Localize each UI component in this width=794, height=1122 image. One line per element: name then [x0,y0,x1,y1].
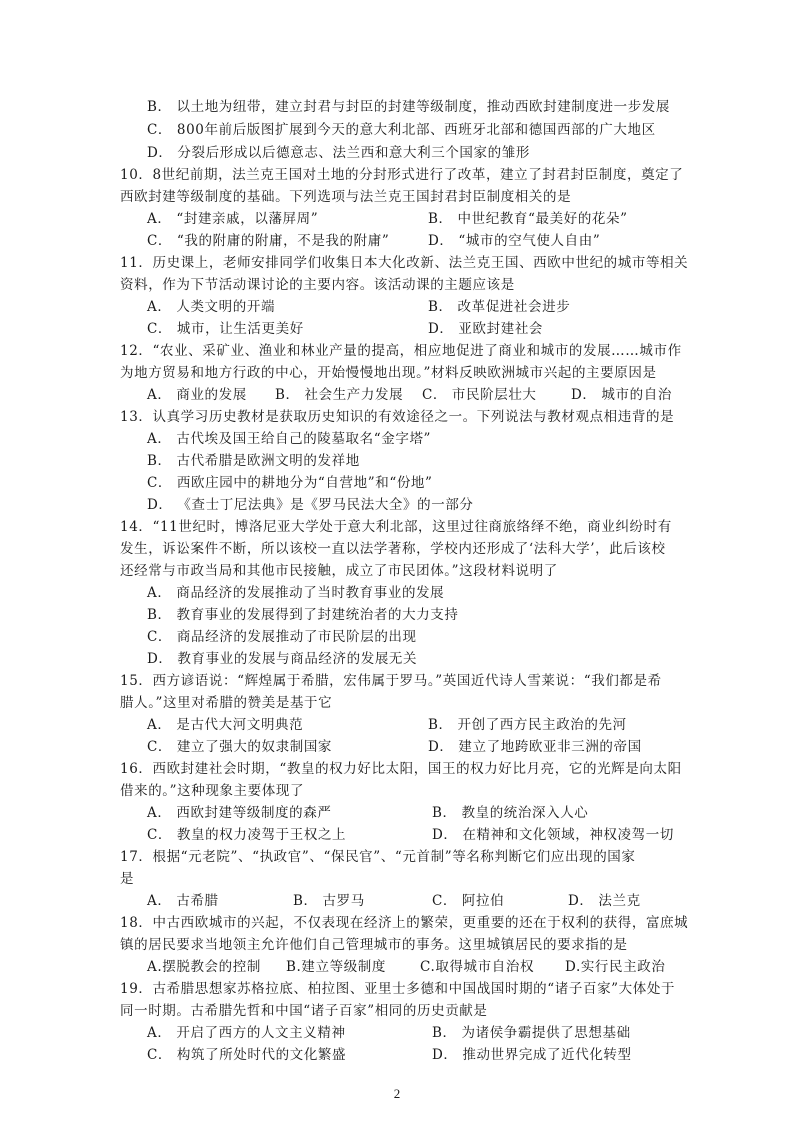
q15-stem-line2: 腊人。”这里对希腊的赞美是基于它 [120,695,333,711]
q9-option-c: C． 800年前后版图扩展到今天的意大利北部、西班牙北部和德国西部的广大地区 [147,122,656,138]
q19-option-d: D． 推动世界完成了近代化转型 [432,1047,632,1063]
q17-option-a: A． 古希腊 [147,893,219,909]
q11-stem-line1: 11．历史课上，老师安排同学们收集日本大化改新、法兰克王国、西欧中世纪的城市等相关 [120,255,689,271]
q10-option-a: A． “封建亲戚，以藩屏周” [147,211,319,227]
q16-option-d: D． 在精神和文化领域，神权凌驾一切 [432,827,674,843]
q14-option-b: B． 教育事业的发展得到了封建统治者的大力支持 [147,607,459,623]
q19-option-a: A． 开启了西方的人文主义精神 [147,1025,346,1041]
q17-option-c: C． 阿拉伯 [432,893,505,909]
q10-stem-line1: 10．8世纪前期，法兰克王国对土地的分封形式进行了改革，建立了封君封臣制度，奠定了 [120,167,684,183]
q14-option-d: D． 教育事业的发展与商品经济的发展无关 [147,651,418,667]
page-number: 2 [393,1086,401,1101]
q18-stem-line1: 18．中古西欧城市的兴起，不仅表现在经济上的繁荣，更重要的还在于权利的获得，富庶城 [120,915,689,931]
q18-stem-line2: 镇的居民要求当地领主允许他们自己管理城市的事务。这里城镇居民的要求指的是 [120,937,628,953]
q11-option-a: A． 人类文明的开端 [147,299,276,315]
q13-option-b: B． 古代希腊是欧洲文明的发祥地 [147,453,360,469]
q18-option-c: C.取得城市自治权 [420,959,535,975]
q14-option-a: A． 商品经济的发展推动了当时教育事业的发展 [147,585,445,601]
q12-stem-line1: 12．“农业、采矿业、渔业和林业产量的提高，相应地促进了商业和城市的发展……城市作 [120,343,682,359]
q12-option-d: D． 城市的自治 [571,387,672,403]
q15-stem-line1: 15．西方谚语说：“辉煌属于希腊，宏伟属于罗马。”英国近代诗人雪莱说：“我们都是希 [120,673,662,689]
q13-option-d: D． 《查士丁尼法典》是《罗马民法大全》的一部分 [147,497,474,513]
q17-stem-line2: 是 [120,871,135,887]
q11-option-b: B． 改革促进社会进步 [428,299,571,315]
q13-option-c: C． 西欧庄园中的耕地分为“自营地”和“份地” [147,475,433,491]
q17-option-d: D． 法兰克 [568,893,641,909]
q18-option-b: B.建立等级制度 [286,959,387,975]
q16-option-b: B． 教皇的统治深入人心 [432,805,589,821]
q9-option-b: B． 以土地为纽带，建立封君与封臣的封建等级制度，推动西欧封建制度进一步发展 [147,99,671,115]
q19-stem-line2: 同一时期。古希腊先哲和中国“诸子百家”相同的历史贡献是 [120,1003,488,1019]
q12-stem-line2: 为地方贸易和地方行政的中心，开始慢慢地出现。”材料反映欧洲城市兴起的主要原因是 [120,365,657,381]
q12-option-c: C． 市民阶层壮大 [422,387,537,403]
q19-stem-line1: 19．古希腊思想家苏格拉底、柏拉图、亚里士多德和中国战国时期的“诸子百家”大体处于 [120,981,676,997]
q14-stem-line2: 发生，诉讼案件不断，所以该校一直以法学著称，学校内还形成了‘法科大学’，此后该校 [120,541,666,557]
q10-option-c: C． “我的附庸的附庸，不是我的附庸” [147,233,390,249]
q14-option-c: C． 商品经济的发展推动了市民阶层的出现 [147,629,417,645]
q12-option-a: A． 商业的发展 [147,387,247,403]
q18-option-a: A.摆脱教会的控制 [147,959,261,975]
q10-option-d: D． “城市的空气使人自由” [428,233,601,249]
q19-option-c: C． 构筑了所处时代的文化繁盛 [147,1047,347,1063]
q9-option-d: D． 分裂后形成以后德意志、法兰西和意大利三个国家的雏形 [147,145,530,161]
q17-option-b: B． 古罗马 [293,893,365,909]
q15-option-b: B． 开创了西方民主政治的先河 [428,717,627,733]
q10-stem-line2: 西欧封建等级制度的基础。下列选项与法兰克王国封君封臣制度相关的是 [120,189,572,205]
q15-option-c: C． 建立了强大的奴隶制国家 [147,739,333,755]
q16-option-c: C． 教皇的权力凌驾于王权之上 [147,827,347,843]
q12-option-b: B． 社会生产力发展 [275,387,404,403]
q17-stem-line1: 17．根据“元老院”、“执政官”、“保民官”、“元首制”等名称判断它们应出现的国家 [120,849,636,865]
q18-option-d: D.实行民主政治 [565,959,666,975]
q11-stem-line2: 资料，作为下节活动课讨论的主要内容。该活动课的主题应该是 [120,277,515,293]
q13-stem: 13．认真学习历史教材是获取历史知识的有效途径之一。下列说法与教材观点相违背的是 [120,409,675,425]
q19-option-b: B． 为诸侯争霸提供了思想基础 [432,1025,631,1041]
q11-option-d: D． 亚欧封建社会 [428,321,544,337]
q13-option-a: A． 古代埃及国王给自己的陵墓取名“金字塔” [147,431,432,447]
q16-option-a: A． 西欧封建等级制度的森严 [147,805,332,821]
q15-option-a: A． 是古代大河文明典范 [147,717,304,733]
q14-stem-line3: 还经常与市政当局和其他市民接触，成立了市民团体。”这段材料说明了 [120,563,558,579]
q16-stem-line2: 借来的。”这种现象主要体现了 [120,783,305,799]
q15-option-d: D． 建立了地跨欧亚非三洲的帝国 [428,739,642,755]
q11-option-c: C． 城市，让生活更美好 [147,321,304,337]
q14-stem-line1: 14．“11世纪时，博洛尼亚大学处于意大利北部，这里过往商旅络绎不绝，商业纠纷时有 [120,519,672,535]
q16-stem-line1: 16．西欧封建社会时期，“教皇的权力好比太阳，国王的权力好比月亮，它的光辉是向太阳 [120,761,682,777]
q10-option-b: B． 中世纪教育“最美好的花朵” [428,211,628,227]
